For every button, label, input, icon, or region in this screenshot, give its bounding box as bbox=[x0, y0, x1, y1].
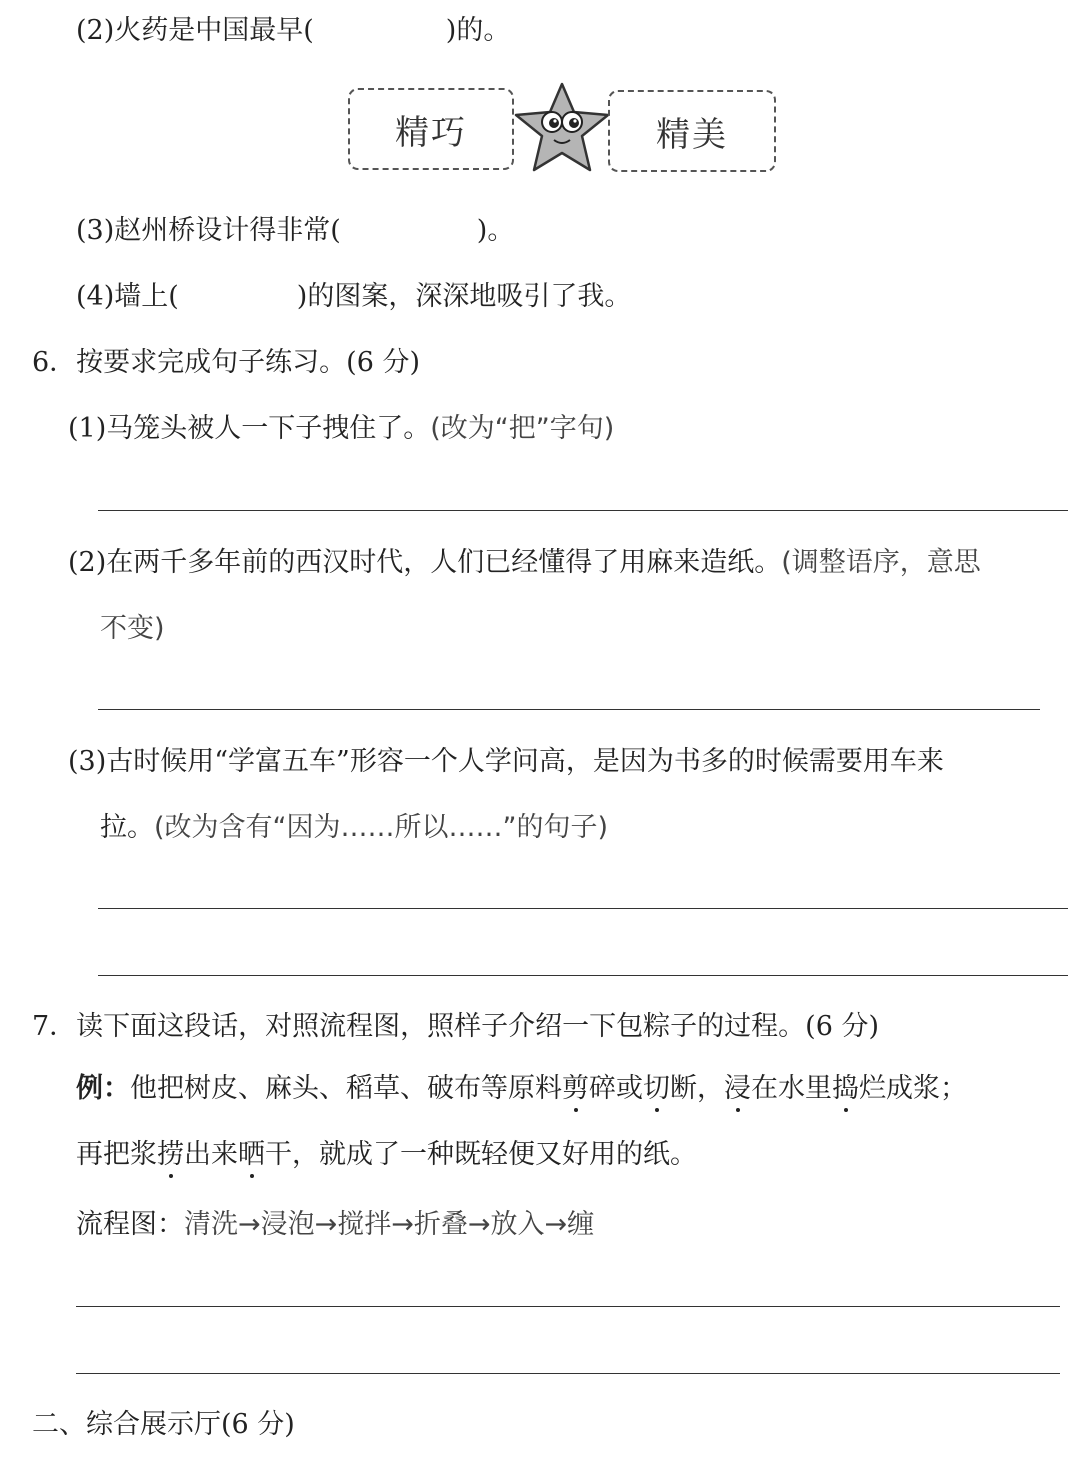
q7-flowchart bbox=[76, 1208, 594, 1242]
q5-item-4: (4)墙上( )的图案，深深地吸引了我。 bbox=[76, 281, 632, 312]
emphasis-char: 切 bbox=[643, 1073, 670, 1104]
word-box-jingqiao: 精巧 bbox=[348, 88, 514, 170]
q6-sentence-3-cont: 拉。(改为含有“因为……所以……”的句子) bbox=[100, 812, 609, 843]
answer-line[interactable] bbox=[98, 709, 1040, 710]
q6-sentence-2-requirement: 不变) bbox=[100, 613, 165, 644]
answer-line[interactable] bbox=[98, 510, 1068, 511]
q5-item-2: (2)火药是中国最早( )的。 bbox=[76, 15, 511, 46]
emphasis-char: 捣 bbox=[832, 1073, 859, 1104]
answer-line[interactable] bbox=[76, 1306, 1060, 1307]
answer-line[interactable] bbox=[76, 1373, 1060, 1374]
emphasis-char: 剪 bbox=[562, 1073, 589, 1104]
answer-line[interactable] bbox=[98, 908, 1068, 909]
flowchart-label: 流程图： bbox=[76, 1209, 184, 1240]
question-7-title: 7．读下面这段话，对照流程图，照样子介绍一下包粽子的过程。(6 分) bbox=[32, 1011, 880, 1042]
example-label: 例： bbox=[76, 1073, 130, 1104]
q7-example-line-2: 再把浆捞出来晒干，就成了一种既轻便又好用的纸。 bbox=[76, 1139, 697, 1170]
flowchart-steps: 清洗→浸泡→搅拌→折叠→放入→缠 bbox=[184, 1209, 595, 1240]
word-box-jingmei: 精美 bbox=[608, 90, 776, 172]
emphasis-char: 浸 bbox=[724, 1073, 751, 1104]
question-6-title: 6．按要求完成句子练习。(6 分) bbox=[32, 347, 421, 378]
q5-item-3: (3)赵州桥设计得非常( )。 bbox=[76, 215, 515, 246]
star-mascot-icon bbox=[510, 80, 614, 176]
section-2-title: 二、综合展示厅(6 分) bbox=[32, 1409, 295, 1440]
q6-sentence-2: (2)在两千多年前的西汉时代，人们已经懂得了用麻来造纸。(调整语序，意思 bbox=[68, 547, 981, 578]
answer-line[interactable] bbox=[98, 975, 1068, 976]
q6-sentence-1: (1)马笼头被人一下子拽住了。(改为“把”字句) bbox=[68, 413, 615, 444]
emphasis-char: 捞 bbox=[157, 1139, 184, 1170]
q6-sentence-3: (3)古时候用“学富五车”形容一个人学问高，是因为书多的时候需要用车来 bbox=[68, 746, 944, 777]
q7-example-line-1: 例：他把树皮、麻头、稻草、破布等原料剪碎或切断，浸在水里捣烂成浆； bbox=[76, 1073, 967, 1104]
emphasis-char: 晒 bbox=[238, 1139, 265, 1170]
